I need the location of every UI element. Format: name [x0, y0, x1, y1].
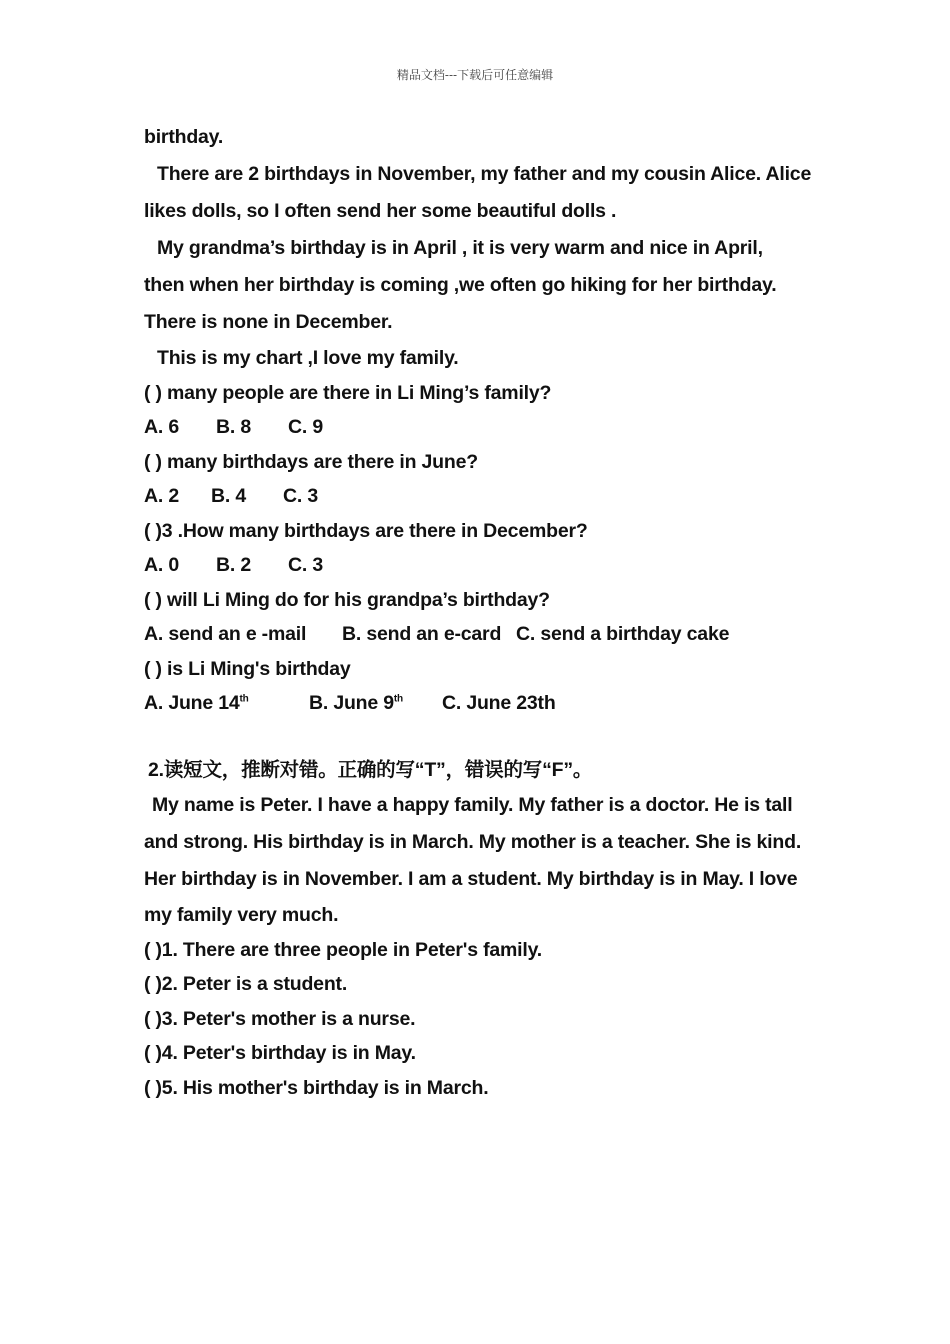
option-a: A. 6 [144, 416, 179, 438]
option-b: B. 4 [211, 485, 246, 507]
option-b: B. June 9th [309, 692, 403, 714]
option-a: A. send an e -mail [144, 623, 307, 645]
ordinal-suffix: th [239, 693, 249, 705]
passage-line: likes dolls, so I often send her some beautiful dolls . [144, 200, 617, 222]
passage-line: and strong. His birthday is in March. My mother is a teacher. She is kind. [144, 831, 802, 853]
option-c: C. send a birthday cake [516, 623, 730, 645]
option-a: A. 2 [144, 485, 179, 507]
passage-line: Her birthday is in November. I am a student. My birthday is in May. I love [144, 868, 798, 890]
passage-line: This is my chart ,I love my family. [157, 347, 459, 369]
question-stem: ( ) many birthdays are there in June? [144, 450, 478, 473]
passage-line: my family very much. [144, 904, 339, 926]
option-b: B. 8 [216, 416, 251, 438]
question-options [144, 686, 824, 721]
question-stem: ( ) many people are there in Li Ming’s family? [144, 381, 552, 404]
option-c: C. 3 [288, 554, 323, 576]
passage-line: There are 2 birthdays in November, my father and my cousin Alice. Alice [157, 163, 812, 185]
question-stem: ( ) is Li Ming's birthday [144, 657, 351, 680]
ordinal-suffix: th [393, 693, 403, 705]
true-false-statement: ( )4. Peter's birthday is in May. [144, 1042, 416, 1064]
option-b: B. send an e-card [342, 623, 502, 645]
question-options [144, 479, 824, 514]
option-c: C. 3 [283, 485, 318, 507]
true-false-statement: ( )3. Peter's mother is a nurse. [144, 1007, 416, 1030]
true-false-statement: ( )1. There are three people in Peter's family. [144, 938, 543, 961]
passage-line: then when her birthday is coming ,we often go hiking for her birthday. [144, 274, 777, 296]
passage-line: There is none in December. [144, 311, 393, 333]
question-options [144, 548, 824, 583]
true-false-statement: ( )5. His mother's birthday is in March. [144, 1076, 489, 1099]
section-title: 2.读短文，推断对错。正确的写“T”，错误的写“F”。 [148, 758, 593, 781]
document-body [144, 119, 824, 1105]
question-options [144, 410, 824, 445]
question-stem: ( )3 .How many birthdays are there in December? [144, 519, 588, 542]
question-options [144, 617, 824, 652]
option-c: C. June 23th [442, 692, 556, 714]
passage-line: My grandma’s birthday is in April , it is very warm and nice in April, [157, 237, 763, 259]
question-stem: ( ) will Li Ming do for his grandpa’s birthday? [144, 588, 550, 611]
true-false-statement: ( )2. Peter is a student. [144, 973, 348, 995]
option-b: B. 2 [216, 554, 251, 576]
option-a: A. June 14th [144, 692, 249, 714]
option-c: C. 9 [288, 416, 323, 438]
page-watermark-header: 精品文档---下载后可任意编辑 [396, 68, 554, 82]
option-a: A. 0 [144, 554, 179, 576]
passage-line: birthday. [144, 126, 224, 148]
passage-line: My name is Peter. I have a happy family. My father is a doctor. He is tall [152, 794, 793, 816]
